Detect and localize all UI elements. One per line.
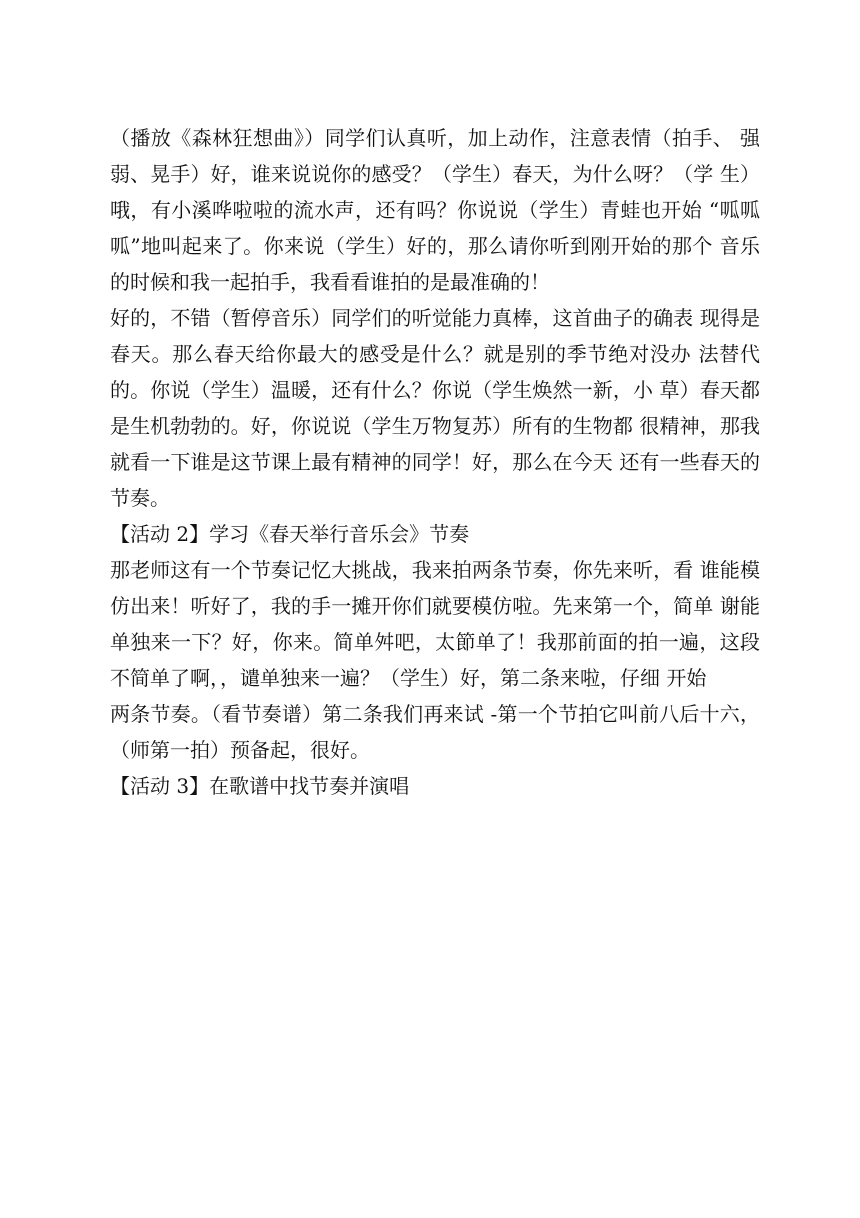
heading-activity-3: 【活动 3】在歌谱中找节奏并演唱 — [110, 774, 410, 798]
heading-activity-2: 【活动 2】学习《春天举行音乐会》节奏 — [110, 522, 470, 546]
paragraph-two-rhythms: 两条节奏。（看节奏谱）第二条我们再来试 -第一个节拍它叫前八后十六，（师第一拍）预备起，很好。 — [110, 702, 760, 762]
document-page — [110, 120, 760, 804]
paragraph-rhythm-challenge: 那老师这有一个节奏记忆大挑战，我来拍两条节奏，你先来听，看 谁能模仿出来！听好了，我的手一摊开你们就要模仿啦。先来第一个，简单 谢能单独来一下？好，你来。简单舛吧，太節单了！我那前面的拍一遍，这段不简单了啊，，谴单独来一遍？（学生）好，第二条来啦，仔细 开始 — [110, 558, 760, 690]
paragraph-feelings-of-spring: 好的，不错（暂停音乐）同学们的听觉能力真棒，这首曲子的确表 现得是春天。那么春天给你最大的感受是什么？就是别的季节绝对没办 法替代的。你说（学生）温暖，还有什么？你说（学生焕然一新，小 草）春天都是生机勃勃的。好，你说说（学生万物复苏）所有的生物都 很精神，那我就看一下谁是这节课上最有精神的同学！好，那么在今天 还有一些春天的节奏。 — [110, 306, 760, 510]
paragraph-playing-music: （播放《森林狂想曲》）同学们认真听，加上动作，注意表情（拍手、 强弱、晃手）好，谁来说说你的感受？（学生）春天，为什么呀？（学 生）哦，有小溪哗啦啦的流水声，还有吗？你说说（学生）青蛙也开始 “呱呱呱”地叫起来了。你来说（学生）好的，那么请你听到刚开始的那个 音乐的时候和我一起拍手，我看看谁拍的是最准确的！ — [110, 126, 760, 294]
